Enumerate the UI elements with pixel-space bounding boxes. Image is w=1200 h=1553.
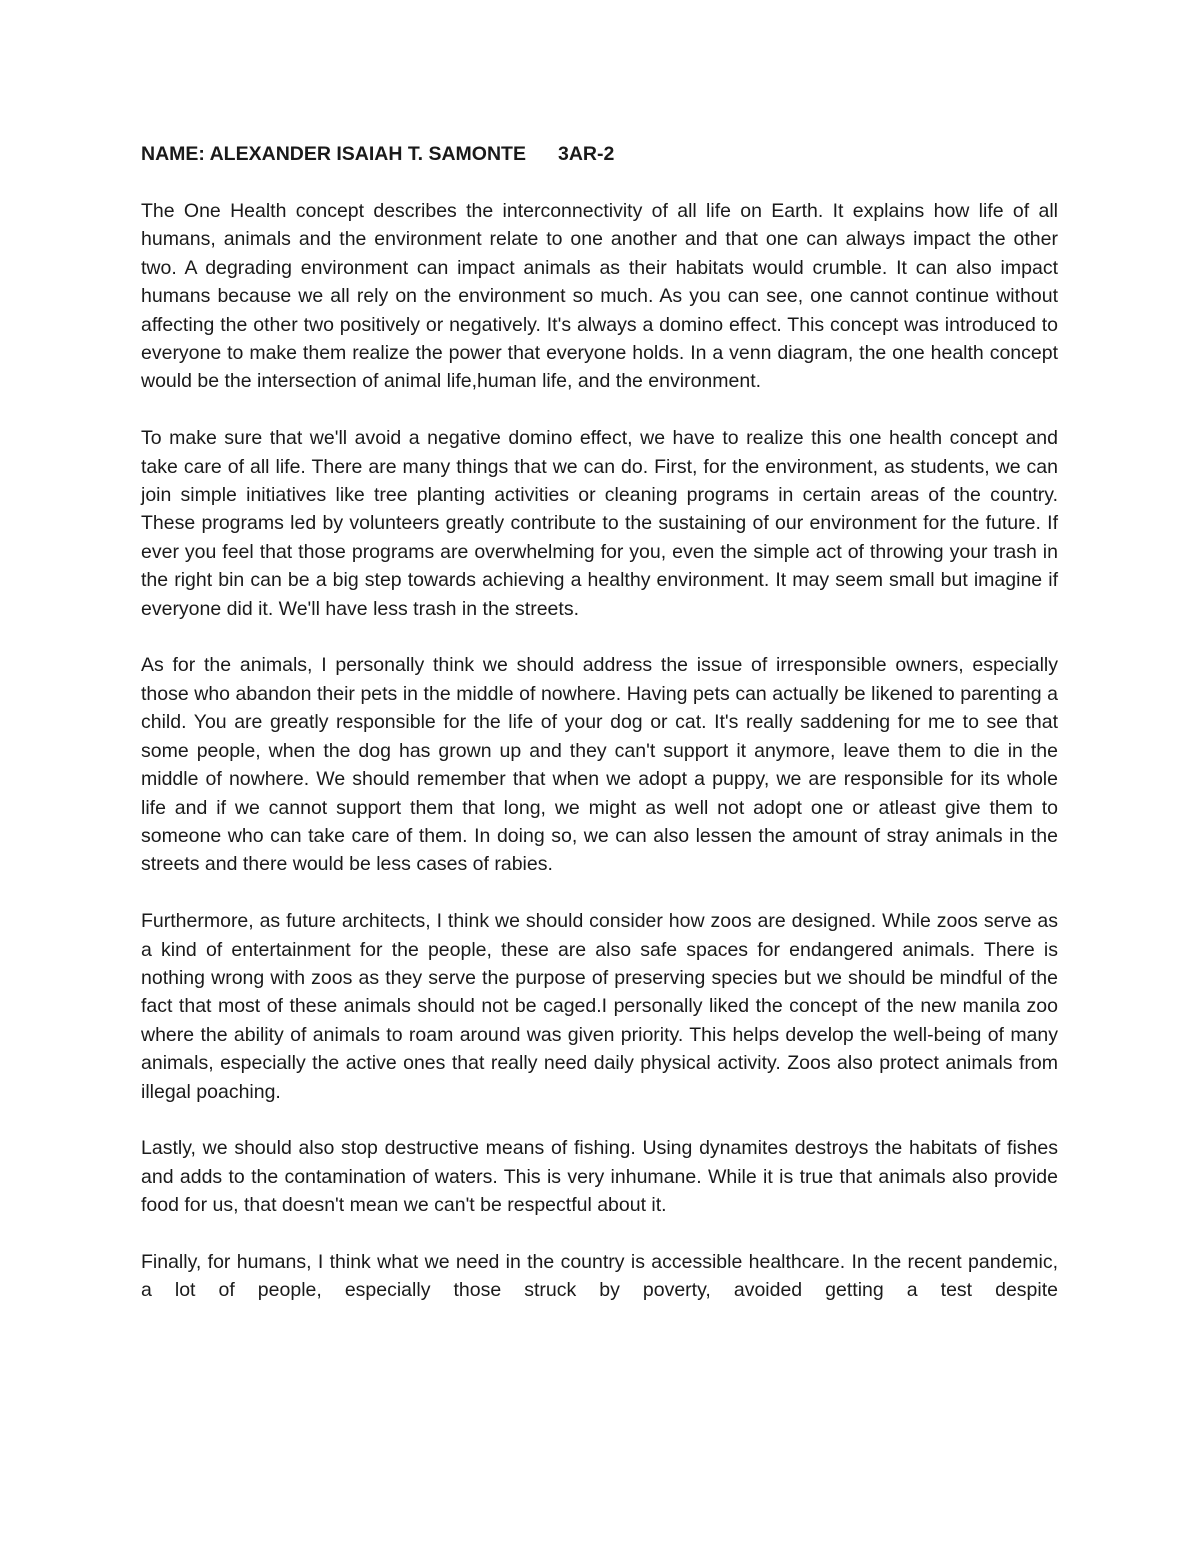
class-code: 3AR-2 xyxy=(557,143,615,165)
paragraph-humans: Finally, for humans, I think what we need in the country is accessible healthcare. In the recent pandemic, a lot of people, especially those struck by poverty, avoided getting a test despite xyxy=(141,1250,1058,1302)
paragraph-animals: As for the animals, I personally think we should address the issue of irresponsible owners, especially those who abandon their pets in the middle of nowhere. Having pets can actually be likened to parenting a child. You are greatly responsible for the life of your dog or cat. It's really saddening for me to see that some people, when the dog has grown up and they can't support it anymore, leave them to die in the middle of nowhere. We should remember that when we adopt a puppy, we are responsible for its whole life and if we cannot support them that long, we might as well not adopt one or atleast give them to someone who can take care of them. In doing so, we can also lessen the amount of stray animals in the streets and there would be less cases of rabies. xyxy=(141,654,1058,876)
header-line xyxy=(141,140,1058,168)
paragraph-fishing: Lastly, we should also stop destructive means of fishing. Using dynamites destroys the habitats of fishes and adds to the contamination of waters. This is very inhumane. While it is true that animals also provide food for us, that doesn't mean we can't be respectful about it. xyxy=(141,1137,1058,1217)
paragraph-zoos: Furthermore, as future architects, I think we should consider how zoos are designed. While zoos serve as a kind of entertainment for the people, these are also safe spaces for endangered animals. There is nothing wrong with zoos as they serve the purpose of preserving species but we should be mindful of the fact that most of these animals should not be caged.I personally liked the concept of the new manila zoo where the ability of animals to roam around was given priority. This helps develop the well-being of many animals, especially the active ones that really need daily physical activity. Zoos also protect animals from illegal poaching. xyxy=(141,910,1058,1103)
document-body xyxy=(141,140,1058,1305)
paragraph-environment: To make sure that we'll avoid a negative domino effect, we have to realize this one health concept and take care of all life. There are many things that we can do. First, for the environment, as students, we can join simple initiatives like tree planting activities or cleaning programs in certain areas of the country. These programs led by volunteers greatly contribute to the sustaining of our environment for the future. If ever you feel that those programs are overwhelming for you, even the simple act of throwing your trash in the right bin can be a big step towards achieving a healthy environment. It may seem small but imagine if everyone did it. We'll have less trash in the streets. xyxy=(141,427,1058,620)
student-name: NAME: ALEXANDER ISAIAH T. SAMONTE xyxy=(141,143,526,165)
paragraph-one-health-concept: The One Health concept describes the interconnectivity of all life on Earth. It explains how life of all humans, animals and the environment relate to one another and that one can always impact the other two. A degrading environment can impact animals as their habitats would crumble. It can also impact humans because we all rely on the environment so much. As you can see, one cannot continue without affecting the other two positively or negatively. It's always a domino effect. This concept was introduced to everyone to make them realize the power that everyone holds. In a venn diagram, the one health concept would be the intersection of animal life,human life, and the environment. xyxy=(141,200,1058,393)
